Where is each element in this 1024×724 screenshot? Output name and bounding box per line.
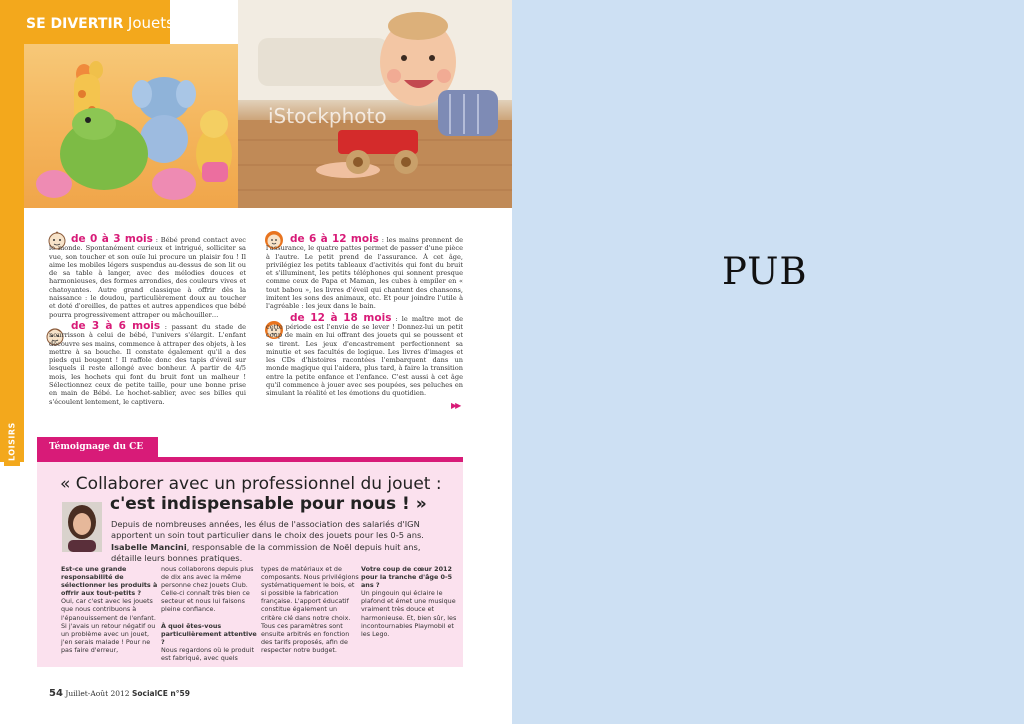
interview-answer: Nous regardons où le produit est fabriqué, avec quels: [161, 645, 254, 663]
testimonial-quote: [60, 474, 450, 514]
testimonial-tab: Témoignage du CE: [37, 437, 158, 457]
portrait-photo: [62, 502, 102, 552]
interview-column-2: [161, 565, 259, 662]
section-topic: Jouets: [127, 14, 174, 32]
article-text: : les mains prennent de l'assurance, le quatre pattes permet de passer d'une pièce à l'autre. Le petit prend de l'assurance. À cet âge, privilégiez les petits tableaux d'activités qui font du bruit et s'illuminent, les petits téléphones qui sonnent presque comme ceux de Papa et Maman, les cubes à empiler en « tout babou », les livres d'éveil qui chantent des chansons, imitent les sons des animaux, etc. Et pour joindre l'utile à l'agréable : les jeux dans le bain.: [266, 236, 463, 311]
section-header: [24, 0, 174, 44]
testimonial-rule: [37, 457, 463, 462]
page-number: 54: [49, 688, 63, 699]
article-column-left: [49, 235, 246, 408]
interview-column-4: [361, 565, 459, 638]
age-heading: de 0 à 3 mois: [71, 233, 153, 245]
stock-watermark: iStockphoto: [268, 104, 387, 128]
intro-text-end: , responsable de la commission de Noël depuis huit ans, détaille leurs bonnes pratiques.: [111, 541, 421, 563]
intro-text: Depuis de nombreuses années, les élus de l'association des salariés d'IGN apportent un soin tout particulier dans le choix des jouets pour les 0-5 ans.: [111, 519, 424, 541]
issue-date: Juillet-Août 2012: [65, 689, 130, 698]
advertisement-label: PUB: [722, 250, 808, 293]
advertisement-page: [512, 0, 1024, 724]
interview-answer: nous collaborons depuis plus de dix ans avec la même personne chez Jouets Club. Celle-ci connaît très bien ce secteur et nous lui faisons pleine confiance.: [161, 565, 254, 614]
continue-arrows-icon: ▶▶: [451, 401, 460, 410]
section-title: SE DIVERTIR: [26, 16, 124, 32]
article-column-right: [266, 235, 463, 400]
avatar: [62, 502, 102, 552]
age-heading: de 12 à 18 mois: [290, 311, 392, 324]
article-text: : Bébé prend contact avec le monde. Spontanément curieux et intrigué, solliciter sa vue, son toucher et son ouïe lui procure un plaisir fou ! Il aime les mobiles légers suspendus au-dessus de son lit ou de sa table à langer, avec des mélodies douces et harmonieuses, des formes arrondies, des couleurs vives et chatoyantes. Autre grand classique à offrir dès la naissance : le doudou, particulièrement doux au toucher et doté d'oreilles, de pattes et autres appendices que bébé pourra progressivement attraper ou mâchouiller…: [49, 236, 246, 319]
page-footer: [49, 688, 190, 699]
testimonial-intro: [111, 519, 453, 564]
interview-column-1: [61, 565, 159, 654]
age-heading: de 6 à 12 mois: [290, 233, 379, 245]
toys-photo: [24, 44, 238, 208]
interview-question: Votre coup de cœur 2012 pour la tranche d'âge 0-5 ans ?: [361, 565, 453, 590]
interview-answer: Oui, car c'est avec les jouets que nous contribuons à l'épanouissement de l'enfant. Si j'avais un retour négatif ou un problème avec un jouet, j'en serais malade ! Pour ne pas faire d'erreur,: [61, 597, 156, 654]
interview-question: À quoi êtes-vous particulièrement attentive ?: [161, 621, 257, 646]
age-heading: de 3 à 6 mois: [71, 319, 161, 332]
quote-line-2: c'est indispensable pour nous ! »: [110, 494, 427, 514]
interviewee-name: Isabelle Mancini: [111, 541, 187, 552]
quote-line-1: « Collaborer avec un professionnel du jouet :: [60, 474, 442, 494]
section-side-label: LOISIRS: [4, 418, 20, 466]
side-color-strip: [0, 0, 24, 462]
article-text: : le maître mot de cette période est l'envie de se lever ! Donnez-lui un petit coup de main en lui offrant des jouets qui se poussent et se tirent. Les jeux d'encastrement perfectionnent sa minutie et ses facultés de logique. Les livres d'images et les CDs d'histoires racontées l'embarquent dans un monde magique qui l'aidera, plus tard, à faire la transition entre la petite enfance et l'enfance. C'est aussi à cet âge qu'il commence à jouer avec ses poupées, ses peluches en simulant la réalité et les émotions du quotidien.: [266, 314, 463, 398]
interview-column-3: [261, 565, 359, 654]
article-3-6-months: [49, 319, 246, 406]
article-6-12-months: [266, 235, 463, 311]
baby-photo: [238, 0, 512, 208]
interview-question: Est-ce une grande responsabilité de sélectionner les produits à offrir aux tout-petits ?: [61, 565, 158, 598]
article-12-18-months: [266, 311, 463, 398]
article-0-3-months: [49, 235, 246, 319]
interview-answer: Un pingouin qui éclaire le plafond et émet une musique vraiment très douce et harmonieuse. Et, bien sûr, les incontournables Playmobil et les Lego.: [361, 589, 457, 638]
magazine-name: SocialCE n°59: [131, 689, 190, 698]
plush-toys-illustration: [24, 44, 238, 208]
article-text: : passant du stade de nourrisson à celui de bébé, l'univers s'élargit. L'enfant découvre ses mains, commence à attraper des objets, à les mettre à sa bouche. Il constate également qu'il a des pieds qui bougent ! Il raffole donc des tapis d'éveil sur lesquels il reste allongé avec bonheur. À partir de 4/5 mois, les hochets qui font du bruit font un malheur ! Sélectionnez ceux de petite taille, pour une bonne prise en main de Bébé. Le hochet-sablier, avec ses billes qui s'écoulent lentement, le captivera.: [49, 322, 246, 406]
interview-answer: types de matériaux et de composants. Nous privilégions systématiquement le bois, et si possible la fabrication française. L'apport éducatif constitue également un critère clé dans notre choix. Tous ces paramètres sont ensuite arbitrés en fonction des tarifs proposés, afin de respecter notre budget.: [261, 565, 359, 654]
